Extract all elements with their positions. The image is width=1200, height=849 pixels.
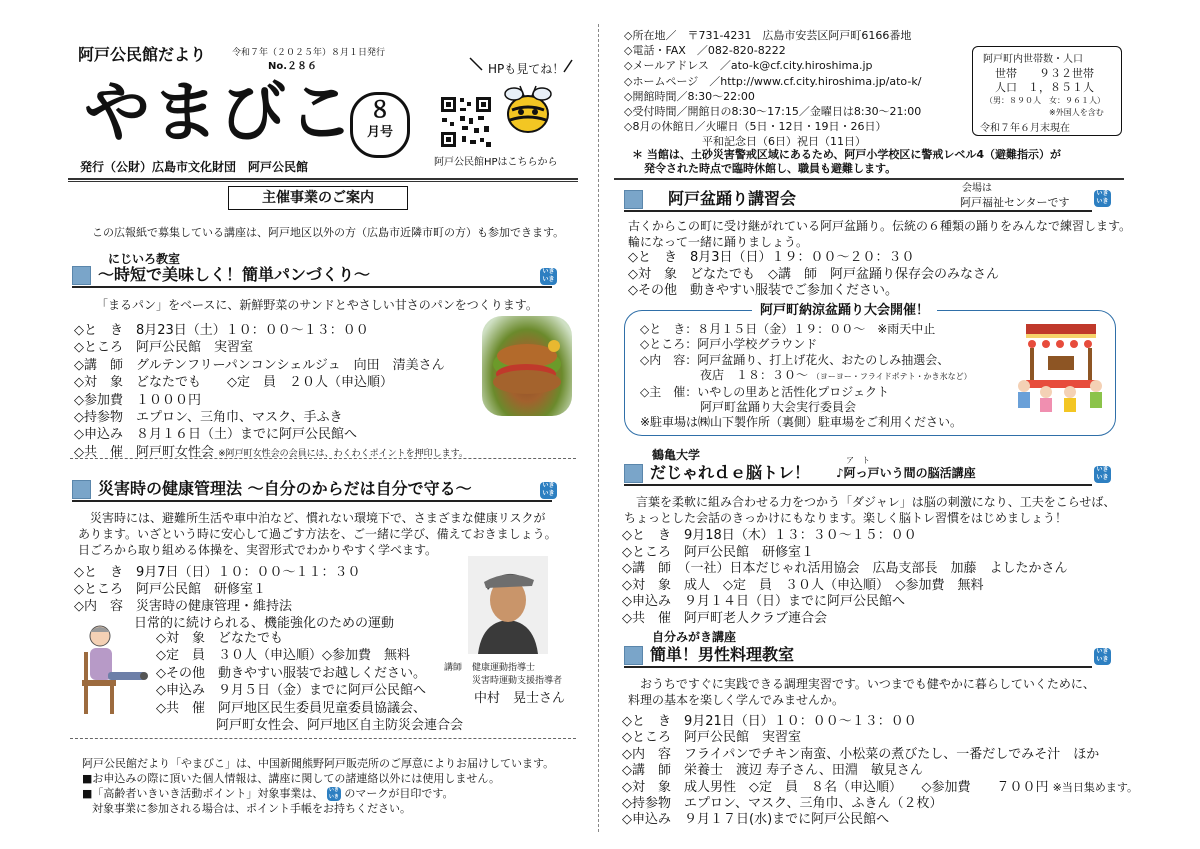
bon-venue-label: 会場は — [962, 183, 992, 194]
bread-cohost-note: ※阿戸町女性会の会員には、わくわくポイントを押印します。 — [218, 448, 468, 459]
contact-info — [624, 28, 921, 150]
bread-label: にじいろ教室 — [108, 252, 181, 266]
disaster-detail-target: ◇対 象 どなたでも — [156, 631, 283, 646]
population-as-of: 令和７年６月末現在 — [980, 123, 1070, 134]
exercise-illustration-icon — [78, 622, 150, 718]
bread-cohost-text: ◇共 催 阿戸町女性会 — [74, 444, 214, 460]
ikiiki-point-icon: いき いき — [1094, 466, 1111, 483]
disaster-title-bar — [72, 478, 552, 502]
disaster-lead-line: 日ごろから取り組める体操を、実習形式でわかりやすく学べます。 — [78, 543, 438, 557]
main-header-box: 主催事業のご案内 — [228, 186, 408, 210]
section-square-icon — [624, 464, 643, 483]
bee-mascot-icon — [502, 82, 554, 138]
section-divider — [70, 458, 576, 459]
contact-closed-days-2: 平和記念日（6日）祝日（11日） — [702, 135, 866, 149]
disaster-detail-other: ◇その他 動きやすい服装でお越しください。 — [156, 665, 426, 681]
bon-lead-line: 輪になって一緒に踊りましょう。 — [628, 235, 809, 249]
brain-subtitle: ♪阿っ戸いう間の脳活講座 — [836, 466, 976, 480]
month-number: ８ — [368, 98, 391, 123]
ikiiki-point-icon: いき いき — [540, 268, 557, 285]
population-people: 人口 １，８５１人 — [995, 81, 1094, 94]
cooking-detail-apply: ◇申込み ９月１７日(水)までに阿戸公民館へ — [622, 812, 890, 828]
population-households: 世帯 ９３２世帯 — [995, 67, 1094, 80]
instructor-role-2: 災害時運動支援指導者 — [472, 676, 563, 686]
bread-lead: 「まるパン」をベースに、新鮮野菜のサンドとやさしい甘さのパンをつくります。 — [96, 298, 538, 312]
contact-closed-days: ◇8月の休館日／火曜日（5日・12日・19日・26日） — [624, 120, 887, 134]
footer-note-points-text-2: のマークが目印です。 — [344, 787, 454, 800]
festival-yagura-illustration-icon — [1012, 320, 1108, 412]
disaster-lead-line: あります。いざという時に安心して過ごす方法を、ご一緒に学び、備えておきましょう。 — [78, 527, 557, 541]
festival-details — [640, 322, 972, 431]
cooking-detail-bring: ◇持参物 エプロン、マスク、三角巾、ふきん（２枚） — [622, 796, 943, 812]
cooking-detail-instructor: ◇講 師 栄養士 渡辺 寿子さん、田淵 敏見さん — [622, 763, 923, 779]
cooking-lead — [628, 676, 1095, 708]
disaster-detail-apply: ◇申込み ９月５日（金）までに阿戸公民館へ — [156, 683, 426, 699]
brain-detail-when: ◇と き 9月18日（木）１３：３０～１５：００ — [622, 528, 917, 543]
ikiiki-point-icon: いき いき — [328, 787, 339, 800]
brain-details — [622, 528, 1068, 628]
brain-title-bar — [624, 462, 1092, 486]
population-title: 阿戸町内世帯数・人口 — [983, 54, 1083, 65]
section-square-icon — [624, 646, 643, 665]
contact-website[interactable]: ◇ホームページ ／http://www.cf.city.hiroshima.jp/ato-k/ — [624, 74, 922, 88]
festival-parking: ※駐車場は㈱山下製作所（裏側）駐車場をご利用ください。 — [640, 415, 963, 430]
bon-detail-target: ◇対 象 どなたでも ◇講 師 阿戸盆踊り保存会のみなさん — [628, 266, 999, 282]
disaster-lead — [78, 510, 557, 558]
disaster-detail-capacity: ◇定 員 ３０人（申込順）◇参加費 無料 — [156, 648, 410, 664]
brain-detail-where: ◇ところ 阿戸公民館 研修室１ — [622, 544, 814, 560]
brain-lead-line: ちょっとした会話のきっかけにもなります。楽しく脳トレ習慣をはじめましょう！ — [624, 511, 1068, 525]
header-divider-right — [614, 178, 1124, 180]
disaster-detail-content-2: 日常的に続けられる、機能強化のための運動 — [134, 616, 395, 631]
bon-lead-line: 古くからこの町に受け継がれている阿戸盆踊り。伝統の６種類の踊りをみんなで練習します。 — [628, 219, 1132, 233]
brain-ruby: ア ト — [846, 456, 870, 465]
brain-title: だじゃれｄｅ脳トレ！ — [650, 463, 811, 482]
publisher: 発行（公財）広島市文化財団 阿戸公民館 — [80, 160, 309, 174]
disaster-detail-when: ◇と き 9月7日（日）１０：００～１１：３０ — [74, 565, 361, 580]
contact-reception-hours: ◇受付時間／開館日の8:30～17:15／金曜日は8:30～21:00 — [624, 105, 922, 119]
disaster-detail-cohost: ◇共 催 阿戸地区民生委員児童委員協議会、 — [156, 700, 426, 716]
intro-text: この広報紙で募集している講座は、阿戸地区以外の方（広島市近隣市町の方）も参加できます。 — [92, 226, 565, 239]
festival-content: ◇内 容：阿戸盆踊り、打上げ花火、おたのしみ抽選会、 — [640, 352, 950, 367]
ikiiki-point-icon: いき いき — [1094, 190, 1111, 207]
bread-detail-instructor: ◇講 師 グルテンフリーパンコンシェルジュ 向田 清美さん — [74, 357, 445, 373]
instructor-prefix: 講師 — [444, 663, 463, 673]
bon-lead — [628, 218, 1131, 250]
brain-detail-cohost: ◇共 催 阿戸町老人クラブ連合会 — [622, 610, 827, 626]
festival-stalls-time: 夜店 １８：３０～ — [700, 368, 809, 383]
qr-caption: 阿戸公民館HPはこちらから — [434, 157, 558, 168]
brain-lead — [624, 494, 1115, 526]
bread-title-bar — [72, 264, 552, 288]
section-divider — [70, 738, 576, 739]
cooking-fee-note: ※当日集めます。 — [1052, 780, 1138, 794]
contact-open-hours: ◇開館時間／8:30～22:00 — [624, 89, 755, 103]
festival-organizer: ◇主 催：いやしの里あと活性化プロジェクト — [640, 384, 889, 399]
title-logo: やまびこ — [84, 73, 356, 151]
footer-note-points — [82, 786, 554, 801]
bread-cohost — [74, 444, 468, 463]
disaster-detail-where: ◇ところ 阿戸公民館 研修室１ — [74, 582, 266, 597]
cooking-lead-line: 料理の基本を楽しく学んでみませんか。 — [628, 693, 845, 707]
section-square-icon — [624, 190, 643, 209]
disaster-title: 災害時の健康管理法 ～自分のからだは自分で守る～ — [98, 479, 472, 498]
publication-name: 阿戸公民館だより — [78, 45, 207, 64]
disaster-detail-content: ◇内 容 災害時の健康管理・維持法 — [74, 599, 292, 614]
ikiiki-point-icon: いき いき — [1094, 648, 1111, 665]
qr-code-icon[interactable] — [440, 96, 492, 148]
festival-organizer-2: 阿戸町盆踊り大会実行委員会 — [700, 400, 857, 415]
cooking-lead-line: おうちですぐに実践できる調理実習です。いつまでも健やかに暮らしていくために、 — [640, 677, 1095, 691]
footer-note-points-text: ■「高齢者いきいき活動ポイント」対象事業は、 — [82, 787, 324, 800]
bon-title: 阿戸盆踊り講習会 — [668, 189, 797, 208]
festival-stalls — [640, 368, 972, 384]
instructor-role-1: 健康運動指導士 — [472, 663, 536, 673]
cooking-detail-menu: ◇内 容 フライパンでチキン南蛮、小松菜の煮びたし、一番だしでみそ汁 ほか — [622, 746, 1100, 762]
footer-note-delivery: 阿戸公民館だより「やまびこ」は、中国新聞熊野阿戸販売所のご厚意によりお届けしています。 — [82, 757, 555, 770]
bon-details — [628, 250, 999, 300]
bread-title: ～時短で美味しく！簡単パンづくり～ — [98, 265, 371, 284]
brain-detail-apply: ◇申込み ９月１４日（日）までに阿戸公民館へ — [622, 594, 905, 610]
festival-stalls-note: （ヨーヨー・フライドポテト・かき氷など） — [811, 372, 972, 382]
cooking-detail-target — [622, 780, 1138, 796]
brain-detail-target: ◇対 象 成人 ◇定 員 ３０人（申込順） ◇参加費 無料 — [622, 577, 984, 593]
month-suffix: 月号 — [366, 125, 393, 140]
cooking-title-bar — [624, 644, 1092, 668]
bread-detail-apply: ◇申込み ８月１６日（土）までに阿戸公民館へ — [74, 427, 357, 443]
cooking-label: 自分みがき講座 — [652, 630, 737, 644]
bread-detail-target: ◇対 象 どなたでも ◇定 員 ２０人（申込順） — [74, 375, 393, 391]
disaster-detail-cohost-2: 阿戸町女性会、阿戸地区自主防災会連合会 — [216, 718, 464, 734]
cooking-detail-where: ◇ところ 阿戸公民館 実習室 — [622, 730, 801, 746]
festival-where: ◇ところ：阿戸小学校グラウンド — [640, 337, 818, 352]
disaster-lead-line: 災害時には、避難所生活や車中泊など、慣れない環境下で、さまざまな健康リスクが — [90, 511, 546, 525]
brain-detail-instructor: ◇講 師 （一社）日本だじゃれ活用協会 広島支部長 加藤 よしたかさん — [622, 561, 1068, 577]
bon-detail-when: ◇と き 8月3日（日）１９：００～２０：３０ — [628, 250, 915, 265]
population-breakdown: （男：８９０人 女：９６１人） — [985, 96, 1105, 105]
brain-lead-line: 言葉を柔軟に組み合わせる力をつかう「ダジャレ」は脳の刺激になり、工夫をこらせば、 — [636, 495, 1116, 509]
bread-details — [74, 322, 468, 463]
instructor-photo — [468, 556, 548, 654]
footer-note-handbook: 対象事業に参加される場合は、ポイント手帳をお持ちください。 — [92, 802, 411, 815]
cooking-title: 簡単！男性料理教室 — [650, 645, 795, 664]
brain-label: 鶴亀大学 — [652, 448, 701, 462]
cooking-detail-target-text: ◇対 象 成人男性 ◇定 員 ８名（申込順） ◇参加費 ７００円 — [622, 779, 1049, 795]
sandwich-photo — [482, 316, 572, 416]
column-divider — [598, 24, 599, 832]
section-square-icon — [72, 266, 91, 285]
alert-line-2: 発令された時点で臨時休館し、職員も避難します。 — [644, 162, 897, 175]
instructor-name: 中村 晃士さん — [474, 691, 566, 706]
bon-venue: 阿戸福祉センターです — [960, 196, 1070, 209]
bread-detail-when: ◇と き 8月23日（土）１０：００～１３：００ — [74, 323, 369, 338]
footer-note-privacy: ■お申込みの際に頂いた個人情報は、講座に関しての諸連絡以外には使用しません。 — [82, 772, 501, 785]
alert-line-1: ＊ 当館は、土砂災害警戒区域にあるため、阿戸小学校区に警戒レベル4（避難指示）が — [632, 148, 1062, 161]
festival-when: ◇と き：８月１５日（金）１９：００～ ※雨天中止 — [640, 322, 936, 336]
contact-address: ◇所在地／ 〒731-4231 広島市安芸区阿戸町6166番地 — [624, 29, 912, 42]
month-badge — [350, 92, 410, 158]
header-divider — [68, 178, 578, 180]
alert-notice — [632, 148, 1061, 176]
issue-date: 令和７年（２０２５年）８月１日発行 — [232, 48, 386, 58]
header-divider-thin — [68, 181, 578, 182]
festival-title: 阿戸町納涼盆踊り大会開催！ — [752, 302, 937, 319]
contact-phone: ◇電話・FAX ／082-820-8222 — [624, 44, 786, 58]
hp-bubble-text: HPも見てね！ — [488, 62, 565, 76]
population-note: ※外国人を含む — [1049, 108, 1104, 117]
ikiiki-point-icon: いき いき — [540, 482, 557, 499]
issue-number: No.２８６ — [268, 61, 318, 72]
bread-detail-bring: ◇持参物 エプロン、三角巾、マスク、手ふき — [74, 410, 343, 426]
cooking-details — [622, 714, 1138, 829]
cooking-detail-when: ◇と き 9月21日（日）１０：００～１３：００ — [622, 714, 917, 729]
bread-detail-where: ◇ところ 阿戸公民館 実習室 — [74, 340, 253, 356]
footer-notes — [82, 756, 554, 816]
bread-detail-fee: ◇参加費 １０００円 — [74, 392, 201, 408]
bon-detail-other: ◇その他 動きやすい服装でご参加ください。 — [628, 283, 898, 298]
disaster-details-bottom — [156, 630, 463, 734]
contact-email[interactable]: ◇メールアドレス ／ato-k@cf.city.hiroshima.jp — [624, 59, 873, 73]
section-square-icon — [72, 480, 91, 499]
